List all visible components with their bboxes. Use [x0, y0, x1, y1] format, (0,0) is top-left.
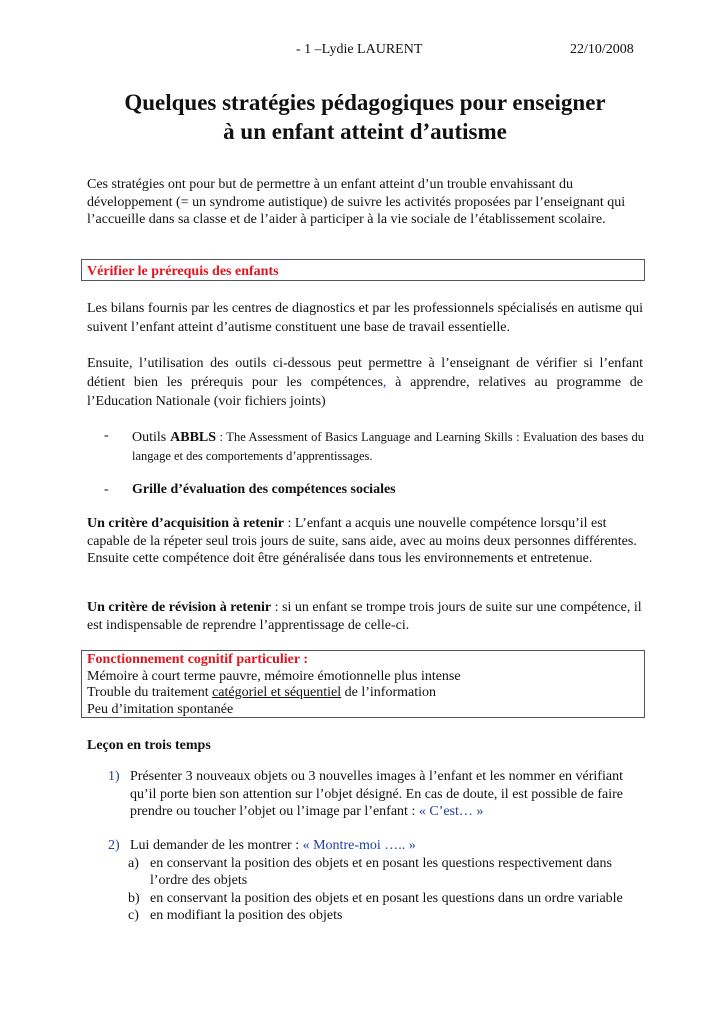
sub-letter: a)	[128, 855, 139, 871]
acquisition-label: Un critère d’acquisition à retenir	[87, 516, 285, 531]
line2-underlined: catégoriel et séquentiel	[212, 685, 342, 700]
item-2-text: Lui demander de les montrer :	[130, 838, 303, 853]
fonctionnement-line-1: Mémoire à court terme pauvre, mémoire émotionnelle plus intense	[87, 668, 461, 684]
acquisition-criterion	[87, 515, 643, 568]
section-heading-box	[81, 259, 645, 281]
header-date: 22/10/2008	[570, 42, 634, 57]
revision-criterion	[87, 599, 643, 634]
sub-text: en conservant la position des objets et en posant les questions dans un ordre variable	[150, 890, 623, 906]
item-number: 1)	[108, 769, 120, 784]
lecon-item-1	[108, 768, 644, 821]
revision-text: : si un enfant se trompe trois jours de suite sur une compétence, il est indispensable de reprendre l’apprentissage de celle-ci.	[87, 600, 642, 633]
fonctionnement-line-3: Peu d’imitation spontanée	[87, 701, 234, 717]
acquisition-line-2: Ensuite cette compétence doit être généralisée dans tous les environnements et entretenue.	[87, 551, 593, 566]
sub-letter: b)	[128, 890, 140, 906]
line2-end: de l’information	[341, 685, 437, 700]
title-line-2: à un enfant atteint d’autisme	[223, 119, 507, 144]
sub-item-b	[128, 890, 644, 908]
intro-paragraph: Ces stratégies ont pour but de permettre à un enfant atteint d’un trouble envahissant du développement (= un syndrome autistique) de suivre les activités proposées par l’enseignant qui l’accueille dans sa classe et de l’aider à participer à la vie sociale de l’établissement scolaire.	[87, 177, 626, 227]
document-title	[60, 88, 670, 146]
item-1-quote: « C’est… »	[418, 804, 484, 819]
acquisition-text: : L’enfant a acquis une nouvelle compétence lorsqu’il est capable de la répeter seul trois jours de suite, sans aide, avec au moins deux personnes différentes.	[87, 516, 637, 549]
abbls-name: ABBLS	[170, 430, 217, 445]
ensuite-comma: ,	[382, 375, 387, 390]
page-author-header: - 1 –Lydie LAURENT	[296, 42, 423, 57]
grille-bullet	[104, 482, 644, 498]
fonctionnement-box	[81, 650, 645, 718]
sub-text: en modifiant la position des objets	[150, 908, 343, 923]
bullet-dash: -	[104, 482, 109, 497]
ensuite-paragraph	[87, 354, 643, 411]
abbls-prefix: Outils	[132, 430, 171, 445]
item-2-quote: « Montre-moi ….. »	[302, 838, 416, 853]
fonctionnement-line-2	[87, 685, 639, 702]
sub-item-a	[128, 855, 644, 890]
lecon-heading: Leçon en trois temps	[87, 738, 211, 753]
grille-text: Grille d’évaluation des compétences sociales	[132, 482, 396, 497]
lecon-item-2	[108, 837, 644, 925]
title-line-1: Quelques stratégies pédagogiques pour enseigner	[124, 90, 606, 115]
bullet-dash: -	[104, 428, 109, 443]
sub-letter: c)	[128, 908, 139, 923]
section-heading-prerequis: Vérifier le prérequis des enfants	[87, 264, 279, 279]
bilans-paragraph: Les bilans fournis par les centres de diagnostics et par les professionnels spécialisés en autisme qui suivent l’enfant atteint d’autisme constituent une base de travail essentielle.	[87, 301, 643, 335]
item-number: 2)	[108, 838, 120, 853]
fonctionnement-heading: Fonctionnement cognitif particulier :	[87, 652, 308, 667]
abbls-description: : The Assessment of Basics Language and Learning Skills : Evaluation des bases du langage et des comportements d’apprentissages.	[132, 430, 645, 463]
sub-text: en conservant la position des objets et en posant les questions respectivement dans l’ordre des objets	[150, 855, 612, 888]
ensuite-text-2: à apprendre, relatives au programme de l’Education Nationale (voir fichiers joints)	[87, 375, 644, 409]
abbls-bullet	[104, 428, 644, 466]
ensuite-text-1: Ensuite, l’utilisation des outils ci-dessous peut permettre à l’enseignant de vérifier si l’enfant détient bien les prérequis pour les compétences	[87, 356, 643, 390]
line2-start: Trouble du traitement	[87, 685, 213, 700]
revision-label: Un critère de révision à retenir	[87, 600, 272, 615]
item-1-text: Présenter 3 nouveaux objets ou 3 nouvelles images à l’enfant et les nommer en vérifiant qu’il porte bien son attention sur l’objet désigné. En cas de doute, il est possible de faire prendre ou toucher l’objet ou l’image par l’enfant :	[130, 769, 623, 819]
sub-item-c	[128, 907, 644, 925]
